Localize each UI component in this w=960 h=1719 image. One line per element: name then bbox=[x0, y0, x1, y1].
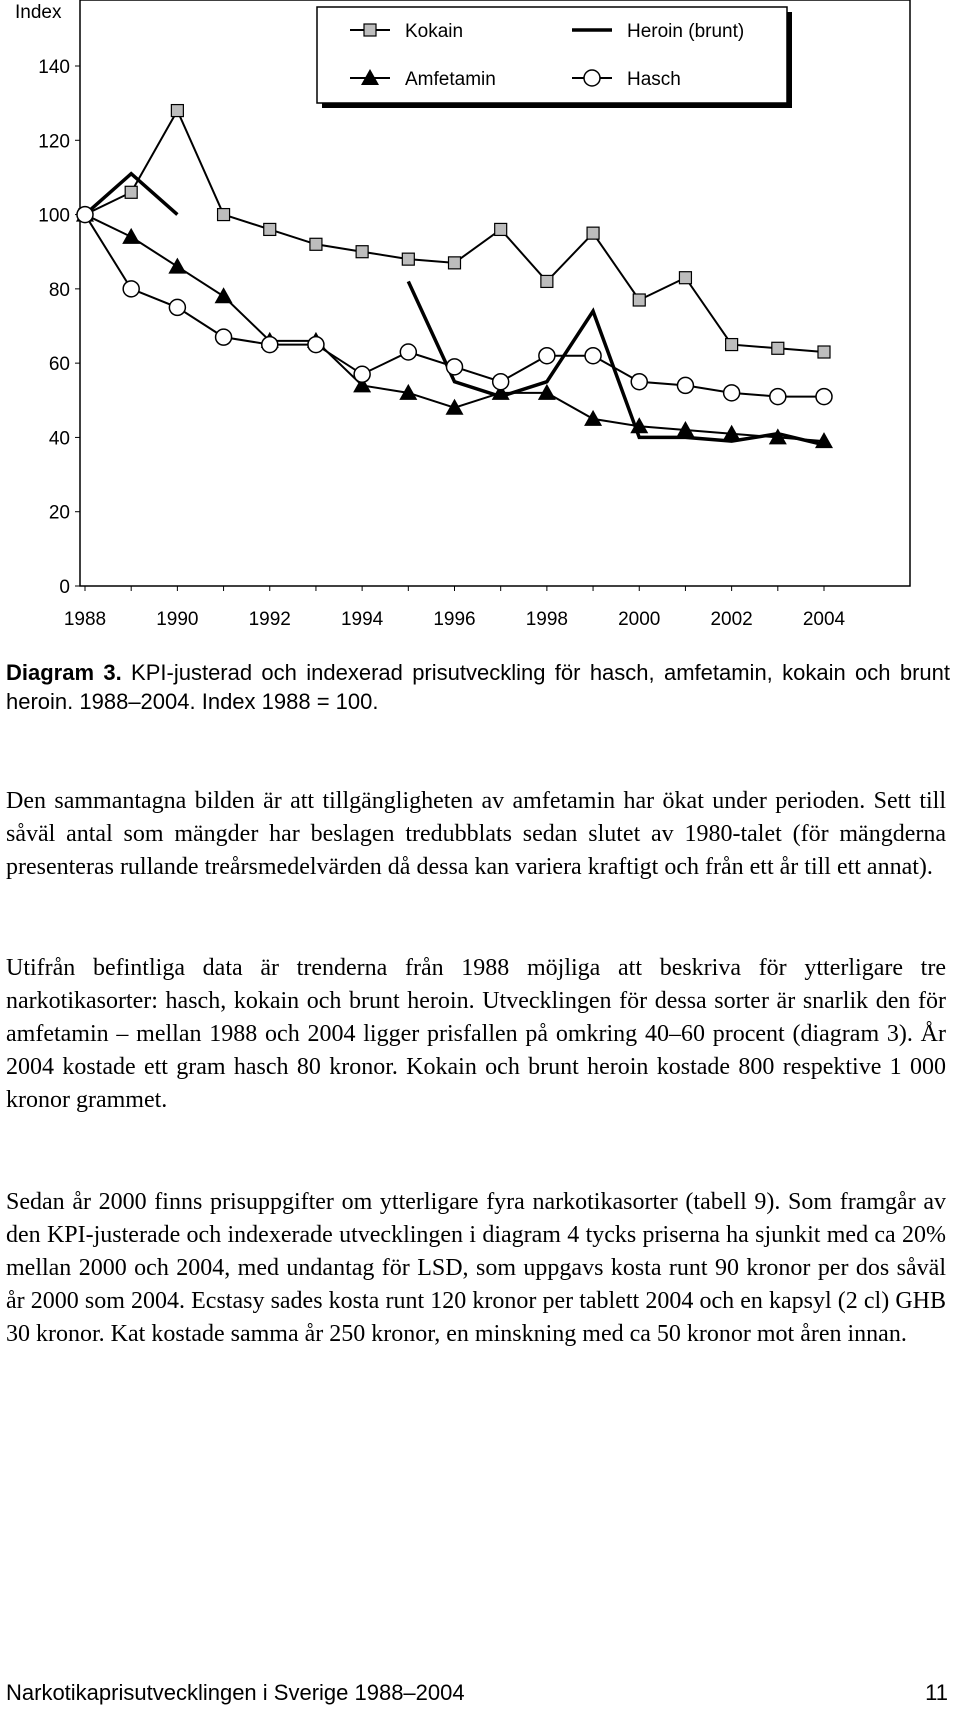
y-tick-label: 60 bbox=[48, 354, 70, 376]
series-line-heroin-brunt bbox=[408, 281, 824, 444]
y-tick-label: 120 bbox=[38, 131, 70, 153]
data-point-kokain bbox=[356, 246, 368, 258]
y-tick-label: 80 bbox=[48, 279, 70, 301]
y-tick-label: 140 bbox=[38, 57, 70, 78]
data-point-amfetamin bbox=[122, 228, 140, 244]
data-point-hasch bbox=[123, 281, 139, 297]
legend-marker-kokain bbox=[364, 24, 376, 36]
x-tick-label: 1998 bbox=[525, 609, 569, 630]
data-point-kokain bbox=[402, 253, 414, 265]
x-tick-label: 1996 bbox=[433, 609, 476, 630]
x-tick-label: 1990 bbox=[156, 609, 199, 630]
data-point-hasch bbox=[539, 348, 555, 364]
x-tick-label: 1994 bbox=[340, 609, 384, 630]
data-point-hasch bbox=[447, 359, 463, 375]
y-tick-label: 0 bbox=[59, 577, 70, 598]
y-tick-label: 40 bbox=[48, 428, 70, 450]
data-point-kokain bbox=[310, 238, 322, 250]
data-point-hasch bbox=[770, 389, 786, 405]
data-point-hasch bbox=[493, 374, 509, 390]
data-point-kokain bbox=[264, 223, 276, 235]
paragraph-2: Utifrån befintliga data är trenderna från 1988 möjliga att beskriva för ytterligare tre narkotikasorter: hasch, kokain och brunt heroin. Utvecklingen för dessa sorter är snarlik den för amfetamin – mellan 1988 och 2004 ligger prisfallen på omkring 40–60 procent (diagram 3). År 2004 kostade ett gram hasch 80 kronor. Kokain och brunt heroin kostade 800 respektive 1 000 kronor grammet. bbox=[6, 955, 946, 1113]
legend-label-heroin-brunt: Heroin (brunt) bbox=[627, 21, 745, 42]
data-point-kokain bbox=[495, 223, 507, 235]
x-tick-label: 1988 bbox=[63, 609, 107, 630]
data-point-amfetamin bbox=[168, 258, 186, 274]
caption-text: KPI-justerad och indexerad prisutveckling för hasch, amfetamin, kokain och brunt heroin. 1988–2004. Index 1988 = 100. bbox=[6, 660, 950, 714]
y-tick-label: 100 bbox=[38, 205, 70, 227]
legend-label-kokain: Kokain bbox=[405, 21, 464, 42]
data-point-kokain bbox=[171, 105, 183, 117]
y-axis-label: Index bbox=[15, 2, 62, 23]
data-point-amfetamin bbox=[215, 287, 233, 303]
footer-title: Narkotikaprisutvecklingen i Sverige 1988–2004 bbox=[6, 1680, 465, 1705]
x-tick-label: 2000 bbox=[618, 609, 661, 630]
data-point-hasch bbox=[631, 374, 647, 390]
data-point-hasch bbox=[585, 348, 601, 364]
paragraph-1: Den sammantagna bilden är att tillgängligheten av amfetamin har ökat under perioden. Sett till såväl antal som mängder har beslagen tredubblats sedan slutet av 1980-talet (för mängderna presenteras rullande treårsmedelvärden då dessa kan variera kraftigt och från ett år till ett annat). bbox=[6, 788, 946, 880]
data-point-kokain bbox=[633, 294, 645, 306]
data-point-kokain bbox=[218, 209, 230, 221]
paragraph-3: Sedan år 2000 finns prisuppgifter om ytterligare fyra narkotikasorter (tabell 9). Som framgår av den KPI-justerade och indexerade utvecklingen i diagram 4 tycks priserna ha sjunkit med ca 20% mellan 2000 och 2004, med undantag för LSD, som uppgavs kosta runt 90 kronor per dos såväl år 2000 som 2004. Ecstasy sades kosta runt 120 kronor per tablett 2004 och en kapsyl (2 cl) GHB 30 kronor. Kat kostade samma år 250 kronor, en minskning med ca 50 kronor mot åren innan. bbox=[6, 1189, 946, 1347]
legend-marker-hasch bbox=[584, 70, 600, 86]
legend-label-hasch: Hasch bbox=[627, 69, 681, 90]
data-point-hasch bbox=[77, 207, 93, 223]
data-point-hasch bbox=[308, 337, 324, 353]
data-point-hasch bbox=[677, 377, 693, 393]
data-point-kokain bbox=[449, 257, 461, 269]
data-point-hasch bbox=[400, 344, 416, 360]
caption-label: Diagram 3. bbox=[6, 660, 122, 685]
page-number: 11 bbox=[925, 1680, 948, 1705]
data-point-hasch bbox=[724, 385, 740, 401]
data-point-hasch bbox=[216, 329, 232, 345]
data-point-hasch bbox=[354, 366, 370, 382]
data-point-hasch bbox=[262, 337, 278, 353]
data-point-kokain bbox=[587, 227, 599, 239]
data-point-kokain bbox=[541, 275, 553, 287]
x-tick-label: 1992 bbox=[248, 609, 291, 630]
y-tick-label: 20 bbox=[48, 502, 70, 524]
x-tick-label: 2004 bbox=[802, 609, 846, 630]
data-point-kokain bbox=[125, 186, 137, 198]
data-point-hasch bbox=[816, 389, 832, 405]
chart-caption bbox=[6, 658, 950, 716]
data-point-kokain bbox=[818, 346, 830, 358]
price-index-line-chart bbox=[0, 0, 960, 650]
data-point-kokain bbox=[772, 342, 784, 354]
data-point-kokain bbox=[679, 272, 691, 284]
data-point-amfetamin bbox=[584, 410, 602, 426]
data-point-hasch bbox=[169, 299, 185, 315]
x-tick-label: 2002 bbox=[710, 609, 753, 630]
data-point-kokain bbox=[726, 339, 738, 351]
series-line-kokain bbox=[85, 111, 824, 352]
legend-label-amfetamin: Amfetamin bbox=[405, 69, 496, 90]
